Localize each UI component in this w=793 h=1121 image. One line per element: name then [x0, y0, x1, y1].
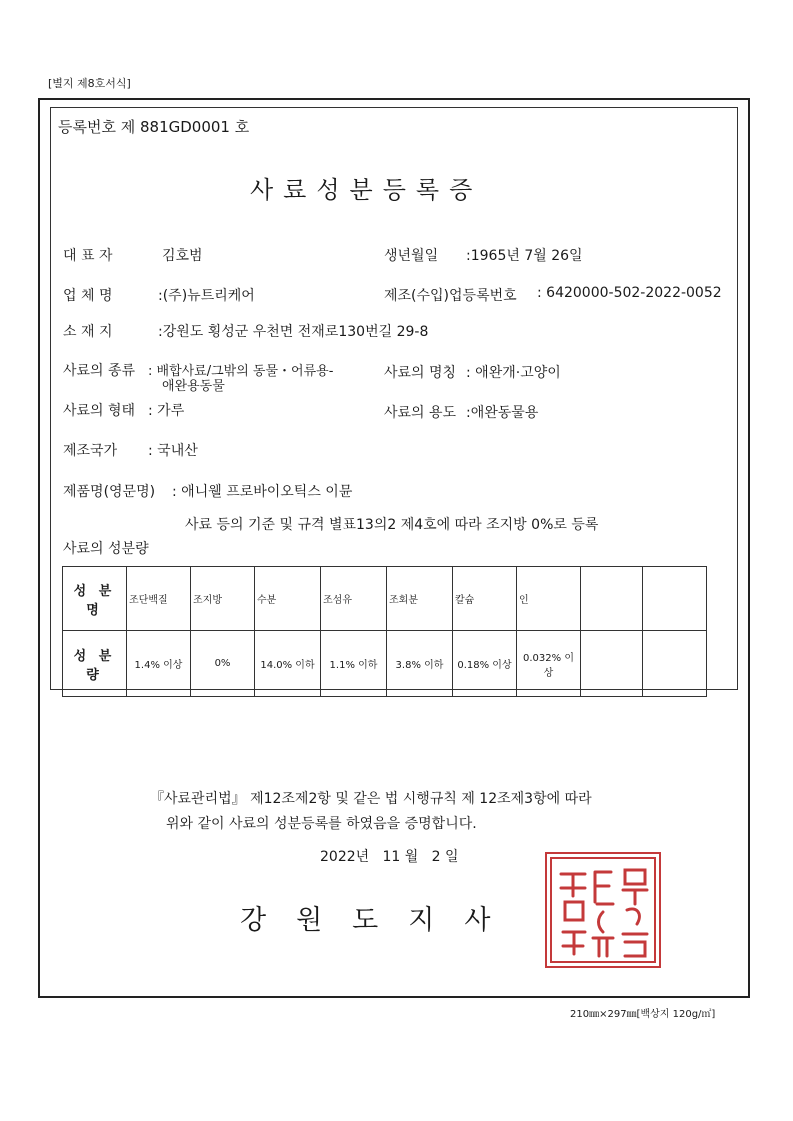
birth-date-value: :1965년 7월 26일 [466, 248, 583, 264]
feed-name-value: : 애완개·고양이 [466, 365, 561, 381]
product-name-label: 제품명(영문명) [63, 484, 156, 500]
company-label: 업 체 명 [63, 288, 113, 304]
component-name-cell [581, 567, 643, 631]
component-name-cell: 인 [517, 567, 581, 631]
paper-specification: 210㎜×297㎜[백상지 120g/㎡] [570, 1009, 716, 1020]
address-label: 소 재 지 [63, 324, 113, 340]
issuer-name: 강원도지사 [240, 905, 521, 936]
legal-basis-line-2: 위와 같이 사료의 성분등록를 하였음을 증명합니다. [166, 816, 477, 832]
component-name-cell [643, 567, 707, 631]
composition-table [62, 566, 707, 697]
birth-date-label: 생년월일 [384, 248, 439, 264]
registration-number: 등록번호 제 881GD0001 호 [58, 118, 250, 136]
component-amount-cell: 0% [191, 631, 255, 697]
feed-use-label: 사료의 용도 [384, 405, 457, 421]
manufacture-reg-label: 제조(수입)업등록번호 [384, 288, 517, 304]
component-name-cell: 조지방 [191, 567, 255, 631]
legal-basis-statement [150, 787, 592, 837]
feed-use-value: :애완동물용 [466, 405, 539, 421]
feed-type-value: : 배합사료/그밖의 동물・어류용- [148, 364, 334, 379]
legal-basis-line-1: 『사료관리법』 제12조제2항 및 같은 법 시행규칙 제 12조제3항에 따라 [150, 791, 592, 807]
component-name-cell: 수분 [255, 567, 321, 631]
feed-name-label: 사료의 명칭 [384, 365, 457, 381]
component-amount-cell: 0.18% 이상 [453, 631, 517, 697]
representative-label: 대 표 자 [63, 248, 113, 264]
component-amount-header: 성 분 량 [63, 631, 127, 697]
form-number: [별지 제8호서식] [48, 77, 131, 90]
company-value: :(주)뉴트리케어 [158, 288, 255, 304]
address-value: :강원도 횡성군 우천면 전재로130번길 29-8 [158, 324, 429, 340]
feed-form-label: 사료의 형태 [63, 403, 136, 419]
feed-form-value: : 가루 [148, 403, 185, 419]
official-seal-stamp [545, 852, 661, 968]
component-name-cell: 조섬유 [321, 567, 387, 631]
representative-value: 김호범 [162, 248, 203, 264]
component-amount-cell [643, 631, 707, 697]
feed-type-value-cont: 애완용동물 [162, 379, 225, 394]
country-label: 제조국가 [63, 443, 118, 459]
component-amount-cell: 14.0% 이하 [255, 631, 321, 697]
registration-note: 사료 등의 기준 및 규격 별표13의2 제4호에 따라 조지방 0%로 등록 [185, 517, 599, 533]
component-name-cell: 조회분 [387, 567, 453, 631]
component-name-cell: 조단백질 [127, 567, 191, 631]
component-amount-cell: 1.4% 이상 [127, 631, 191, 697]
component-name-cell: 칼슘 [453, 567, 517, 631]
document-title: 사료성분등록증 [250, 176, 483, 204]
component-amount-cell [581, 631, 643, 697]
component-amount-cell: 1.1% 이하 [321, 631, 387, 697]
composition-title: 사료의 성분량 [63, 541, 149, 557]
issue-date: 2022년 11 월 2 일 [320, 849, 459, 865]
product-name-value: : 애니웰 프로바이오틱스 이뮨 [172, 484, 353, 500]
country-value: : 국내산 [148, 443, 198, 459]
component-amount-cell: 0.032% 이상 [517, 631, 581, 697]
manufacture-reg-value: : 6420000-502-2022-0052 [537, 285, 722, 301]
component-name-header: 성 분 명 [63, 567, 127, 631]
feed-type-label: 사료의 종류 [63, 363, 136, 379]
seal-icon [547, 854, 659, 966]
component-amount-cell: 3.8% 이하 [387, 631, 453, 697]
